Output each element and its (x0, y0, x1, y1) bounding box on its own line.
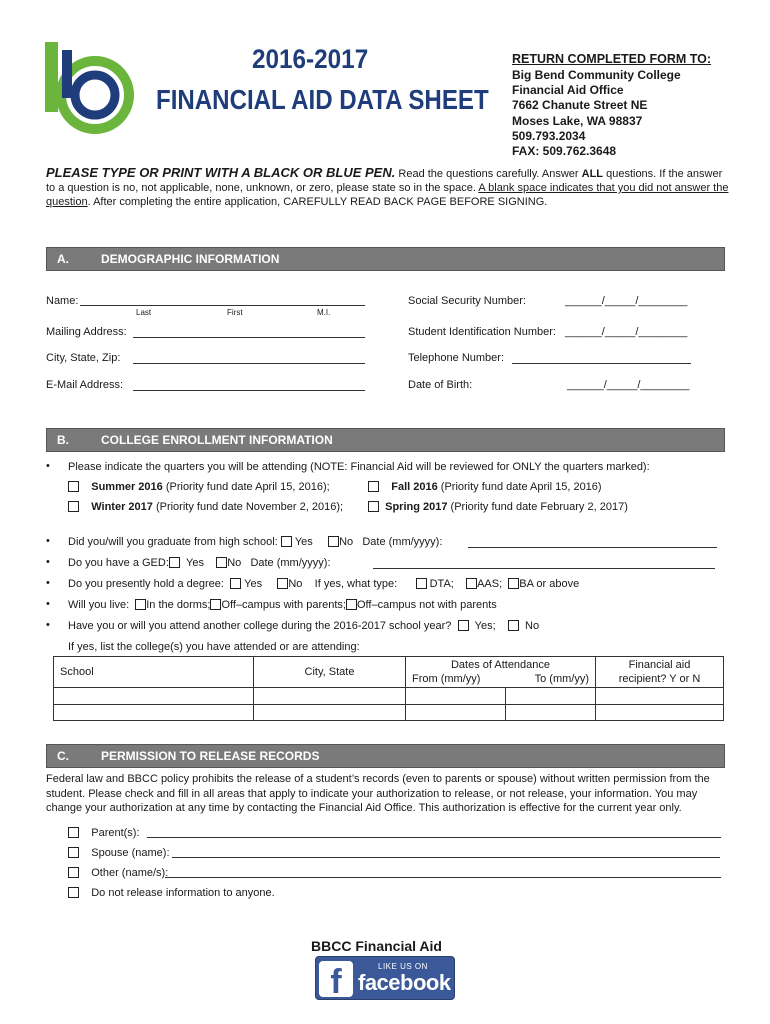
facebook-like-button[interactable] (315, 956, 455, 1000)
hs-no-checkbox[interactable] (328, 536, 339, 547)
table-row[interactable] (54, 688, 724, 705)
email-label: E-Mail Address: (46, 379, 124, 391)
winter-checkbox[interactable] (68, 501, 79, 512)
section-a-header (46, 247, 725, 271)
colleges-table (53, 656, 724, 721)
live-question-row (68, 599, 497, 611)
section-b-header (46, 428, 725, 452)
offcampus-parents-label: Off–campus with parents; (221, 599, 346, 611)
winter-note: (Priority fund date November 2, 2016); (152, 501, 344, 513)
mi-caption: M.I. (317, 308, 331, 317)
bullet-icon: • (46, 535, 50, 547)
degree-no-checkbox[interactable] (277, 578, 288, 589)
no-release-label: Do not release information to anyone. (91, 887, 275, 899)
dates-heading: Dates of Attendance (450, 659, 551, 671)
bullet-icon: • (46, 598, 50, 610)
ged-question-row (68, 557, 331, 569)
no-label: No (339, 536, 354, 548)
col-school: School (54, 657, 254, 688)
other-label: Other (name/s): (91, 867, 169, 879)
to-heading: To (mm/yy) (534, 673, 589, 685)
winter-label: Winter 2017 (91, 501, 153, 513)
bullet-icon: • (46, 556, 50, 568)
bullet-icon: • (46, 460, 50, 472)
fall-checkbox[interactable] (368, 481, 379, 492)
instructions-text: . After completing the entire application, CAREFULLY READ BACK PAGE BEFORE SIGNING. (87, 196, 548, 208)
hs-yes-checkbox[interactable] (281, 536, 292, 547)
from-heading: From (mm/yy) (412, 673, 481, 685)
dorms-checkbox[interactable] (135, 599, 146, 610)
table-cell[interactable] (596, 705, 724, 721)
another-college-question: Have you or will you attend another college during the 2016-2017 school year? (68, 620, 452, 632)
ged-yes-checkbox[interactable] (169, 557, 180, 568)
other-field[interactable] (165, 877, 721, 878)
table-cell[interactable] (254, 705, 406, 721)
ssn-label: Social Security Number: (408, 295, 526, 307)
return-line: Financial Aid Office (512, 83, 624, 98)
table-cell[interactable] (54, 705, 254, 721)
another-no-checkbox[interactable] (508, 620, 519, 631)
table-cell[interactable] (506, 705, 596, 721)
aas-checkbox[interactable] (466, 578, 477, 589)
ged-date-field[interactable] (373, 568, 715, 569)
dob-label: Date of Birth: (408, 379, 473, 391)
col-city-state: City, State (254, 657, 406, 688)
section-c-header (46, 744, 725, 768)
instructions-underlined: A blank space indicates that you did not answer the question (46, 182, 729, 208)
like-us-label: LIKE US ON (378, 962, 428, 971)
instructions-text: questions. If the answer to a question is no, not applicable, none, unknown, or zero, please state so in the space. (46, 168, 723, 194)
summer-label: Summer 2016 (91, 481, 163, 493)
spring-checkbox[interactable] (368, 501, 379, 512)
yes-label: Yes (186, 557, 204, 569)
aas-label: AAS; (477, 578, 503, 590)
no-label: No (525, 620, 540, 632)
city-label: City, State, Zip: (46, 352, 121, 364)
ba-label: BA or above (519, 578, 580, 590)
facebook-wordmark: facebook (358, 970, 451, 995)
phone-label: Telephone Number: (408, 352, 505, 364)
mailing-label: Mailing Address: (46, 326, 127, 338)
ssn-field[interactable]: ______/_____/________ (565, 295, 688, 307)
table-cell[interactable] (54, 688, 254, 705)
live-question: Will you live: (68, 599, 130, 611)
fall-label: Fall 2016 (391, 481, 438, 493)
hs-date-label: Date (mm/yyyy): (362, 536, 443, 548)
dob-field[interactable]: ______/_____/________ (567, 379, 690, 391)
parents-checkbox[interactable] (68, 827, 79, 838)
ged-no-checkbox[interactable] (216, 557, 227, 568)
col-dates (406, 657, 596, 688)
hs-question-row (68, 536, 442, 548)
phone-field[interactable] (512, 363, 691, 364)
dta-checkbox[interactable] (416, 578, 427, 589)
degree-question: Do you presently hold a degree: (68, 578, 224, 590)
email-field[interactable] (133, 390, 365, 391)
yes-label: Yes; (474, 620, 496, 632)
return-line: Moses Lake, WA 98837 (512, 113, 643, 128)
section-title: COLLEGE ENROLLMENT INFORMATION (101, 433, 333, 447)
dorms-label: In the dorms; (146, 599, 211, 611)
yes-label: Yes (244, 578, 263, 590)
first-caption: First (227, 308, 243, 317)
degree-question-row (68, 578, 579, 590)
another-question-row (68, 620, 539, 632)
yes-label: Yes (294, 536, 313, 548)
spouse-checkbox[interactable] (68, 847, 79, 858)
mailing-field[interactable] (133, 337, 365, 338)
offcampus-not-checkbox[interactable] (346, 599, 357, 610)
finaid-heading-2: recipient? Y or N (618, 673, 701, 685)
instructions-all: ALL (581, 168, 604, 180)
bbcc-logo (40, 40, 135, 135)
dta-label: DTA; (429, 578, 454, 590)
summer-note: (Priority fund date April 15, 2016); (162, 481, 330, 493)
section-letter: A. (57, 252, 69, 266)
no-label: No (288, 578, 303, 590)
table-cell[interactable] (506, 688, 596, 705)
ged-date-label: Date (mm/yyyy): (250, 557, 331, 569)
table-cell[interactable] (254, 688, 406, 705)
fall-note: (Priority fund date April 15, 2016) (437, 481, 602, 493)
degree-type-label: If yes, what type: (314, 578, 398, 590)
spouse-field[interactable] (172, 857, 720, 858)
finaid-heading-1: Financial aid (628, 659, 691, 671)
spring-label: Spring 2017 (385, 501, 448, 513)
return-address (512, 68, 681, 159)
section-title: PERMISSION TO RELEASE RECORDS (101, 749, 320, 763)
return-line: FAX: 509.762.3648 (512, 144, 617, 159)
section-letter: B. (57, 433, 69, 447)
spring-note: (Priority fund date February 2, 2017) (447, 501, 628, 513)
table-row[interactable] (54, 705, 724, 721)
form-year: 2016-2017 (252, 44, 369, 74)
return-line: Big Bend Community College (512, 68, 681, 82)
parents-field[interactable] (147, 837, 721, 838)
list-colleges-instruction: If yes, list the college(s) you have attended or are attending: (68, 641, 360, 653)
spouse-label: Spouse (name): (91, 847, 170, 859)
bullet-icon: • (46, 619, 50, 631)
other-checkbox[interactable] (68, 867, 79, 878)
table-header-row (54, 657, 724, 688)
table-cell[interactable] (596, 688, 724, 705)
offcampus-not-label: Off–campus not with parents (356, 599, 497, 611)
table-cell[interactable] (406, 688, 506, 705)
facebook-icon: f (319, 961, 353, 997)
quarters-question: Please indicate the quarters you will be attending (NOTE: Financial Aid will be reviewed for ONLY the quarters marked): (68, 461, 650, 473)
hs-date-field[interactable] (468, 547, 717, 548)
name-field[interactable] (80, 305, 365, 306)
no-label: No (227, 557, 242, 569)
instructions-lead: PLEASE TYPE OR PRINT WITH A BLACK OR BLUE PEN. (46, 165, 396, 180)
no-release-checkbox[interactable] (68, 887, 79, 898)
return-heading: RETURN COMPLETED FORM TO: (512, 52, 712, 66)
section-letter: C. (57, 749, 69, 763)
form-title: FINANCIAL AID DATA SHEET (156, 84, 489, 115)
permission-paragraph: Federal law and BBCC policy prohibits the release of a student’s records (even to parents or spouse) without written permission from the student. Please check and fill in all areas that apply to indicate your authorization to release, or not release, your information. You may change your authorization at any time by contacting the Financial Aid Office. This authorization is effective for the current year only. (46, 773, 710, 814)
summer-checkbox[interactable] (68, 481, 79, 492)
ged-question: Do you have a GED: (68, 557, 169, 569)
instructions-text: Read the questions carefully. Answer (395, 168, 582, 180)
offcampus-parents-checkbox[interactable] (210, 599, 221, 610)
last-caption: Last (136, 308, 152, 317)
bbcc-financial-aid-label: BBCC Financial Aid (311, 938, 442, 954)
col-financial-aid (596, 657, 724, 688)
section-title: DEMOGRAPHIC INFORMATION (101, 252, 280, 266)
table-cell[interactable] (406, 705, 506, 721)
another-yes-checkbox[interactable] (458, 620, 469, 631)
return-line: 509.793.2034 (512, 128, 586, 143)
hs-question: Did you/will you graduate from high school: (68, 536, 278, 548)
sid-label: Student Identification Number: (408, 326, 556, 338)
degree-yes-checkbox[interactable] (230, 578, 241, 589)
bullet-icon: • (46, 577, 50, 589)
ba-checkbox[interactable] (508, 578, 519, 589)
return-line: 7662 Chanute Street NE (512, 98, 648, 113)
instructions (46, 166, 732, 209)
city-field[interactable] (133, 363, 365, 364)
parents-label: Parent(s): (91, 827, 140, 839)
name-label: Name: (46, 295, 79, 307)
sid-field[interactable]: ______/_____/________ (565, 326, 688, 338)
